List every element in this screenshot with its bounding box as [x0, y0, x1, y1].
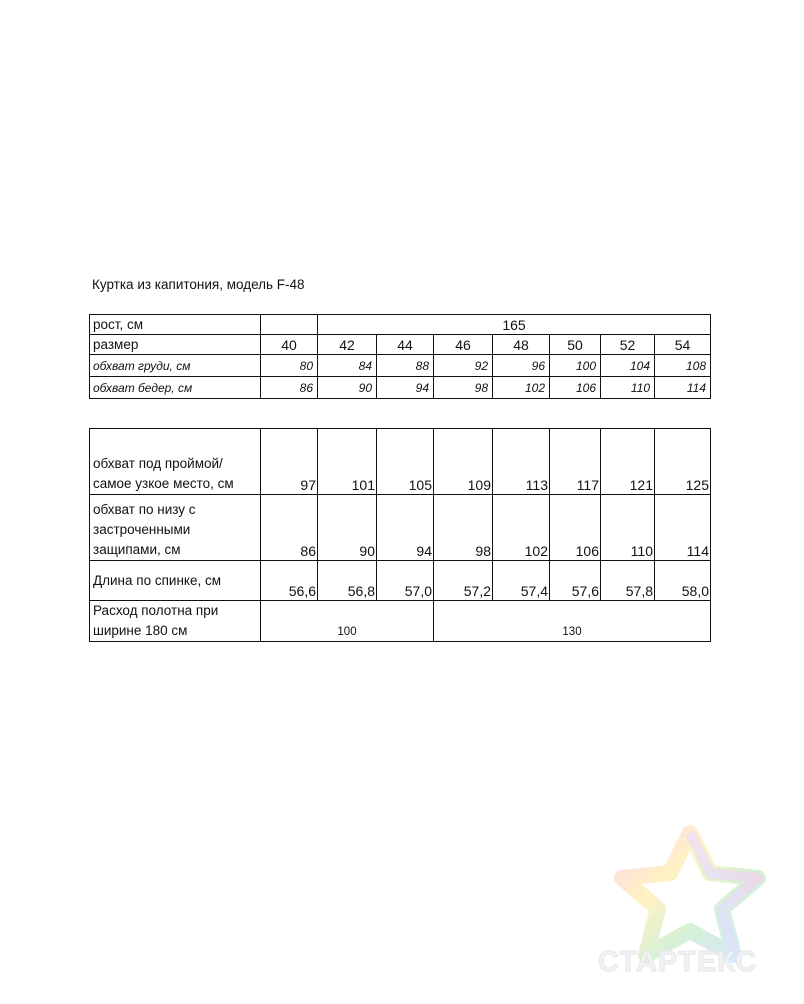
- size-cell: 54: [655, 335, 711, 355]
- fabric-row: [90, 601, 711, 642]
- hips-cell: 86: [261, 377, 318, 399]
- bottom-cell: 110: [601, 495, 655, 561]
- height-row: [90, 315, 711, 335]
- hips-label: обхват бедер, см: [90, 377, 261, 399]
- back-length-cell: 57,0: [377, 561, 434, 601]
- document-title: Куртка из капитония, модель F-48: [92, 277, 305, 292]
- chest-label: обхват груди, см: [90, 355, 261, 377]
- armhole-label: обхват под проймой/ самое узкое место, см: [90, 429, 261, 495]
- height-label: рост, см: [90, 315, 261, 335]
- size-cell: 40: [261, 335, 318, 355]
- back-length-cell: 57,2: [434, 561, 493, 601]
- chest-cell: 88: [377, 355, 434, 377]
- back-length-cell: 56,8: [318, 561, 377, 601]
- chest-cell: 92: [434, 355, 493, 377]
- armhole-cell: 113: [493, 429, 550, 495]
- bottom-label: обхват по низу с застроченными защипами, см: [90, 495, 261, 561]
- chest-cell: 96: [493, 355, 550, 377]
- bottom-cell: 98: [434, 495, 493, 561]
- hips-row: [90, 377, 711, 399]
- back-length-cell: 58,0: [655, 561, 711, 601]
- armhole-cell: 97: [261, 429, 318, 495]
- chest-cell: 84: [318, 355, 377, 377]
- chest-cell: 80: [261, 355, 318, 377]
- armhole-cell: 101: [318, 429, 377, 495]
- hips-cell: 110: [601, 377, 655, 399]
- back-length-cell: 57,6: [550, 561, 601, 601]
- height-value: 165: [318, 315, 711, 335]
- size-cell: 42: [318, 335, 377, 355]
- chest-cell: 100: [550, 355, 601, 377]
- hips-cell: 102: [493, 377, 550, 399]
- measurements-table: [89, 428, 711, 642]
- fabric-label: Расход полотна при ширине 180 см: [90, 601, 261, 642]
- hips-cell: 94: [377, 377, 434, 399]
- back-length-cell: 57,8: [601, 561, 655, 601]
- bottom-cell: 94: [377, 495, 434, 561]
- hips-cell: 106: [550, 377, 601, 399]
- hips-cell: 114: [655, 377, 711, 399]
- back-length-cell: 56,6: [261, 561, 318, 601]
- armhole-cell: 117: [550, 429, 601, 495]
- bottom-row: [90, 495, 711, 561]
- fabric-value-large: 130: [434, 601, 711, 642]
- size-table: [89, 314, 711, 399]
- hips-cell: 90: [318, 377, 377, 399]
- armhole-row: [90, 429, 711, 495]
- watermark-text: СТАРТЕКС: [598, 946, 758, 978]
- armhole-cell: 109: [434, 429, 493, 495]
- size-cell: 44: [377, 335, 434, 355]
- chest-cell: 108: [655, 355, 711, 377]
- back-length-cell: 57,4: [493, 561, 550, 601]
- bottom-cell: 86: [261, 495, 318, 561]
- empty-cell: [261, 315, 318, 335]
- chest-row: [90, 355, 711, 377]
- bottom-cell: 106: [550, 495, 601, 561]
- armhole-cell: 121: [601, 429, 655, 495]
- size-cell: 46: [434, 335, 493, 355]
- size-row: [90, 335, 711, 355]
- back-length-row: [90, 561, 711, 601]
- armhole-cell: 105: [377, 429, 434, 495]
- size-cell: 50: [550, 335, 601, 355]
- size-cell: 52: [601, 335, 655, 355]
- chest-cell: 104: [601, 355, 655, 377]
- armhole-cell: 125: [655, 429, 711, 495]
- hips-cell: 98: [434, 377, 493, 399]
- bottom-cell: 114: [655, 495, 711, 561]
- bottom-cell: 102: [493, 495, 550, 561]
- size-label: размер: [90, 335, 261, 355]
- fabric-value-small: 100: [261, 601, 434, 642]
- back-length-label: Длина по спинке, см: [90, 561, 261, 601]
- size-cell: 48: [493, 335, 550, 355]
- bottom-cell: 90: [318, 495, 377, 561]
